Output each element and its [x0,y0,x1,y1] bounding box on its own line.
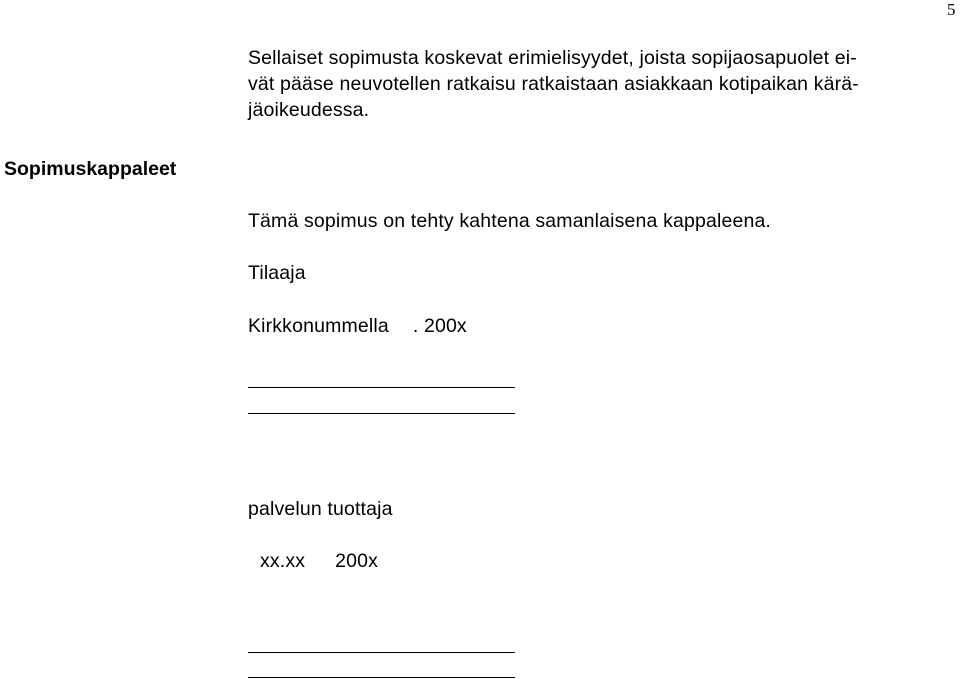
disputes-paragraph [248,45,859,123]
provider-label: palvelun tuottaja [248,498,393,520]
disputes-line: vät pääse neuvotellen ratkaisu ratkaistaan asiakkaan kotipaikan kärä- [248,73,859,95]
client-date: . 200x [412,315,467,337]
copies-paragraph: Tämä sopimus on tehty kahtena samanlaisena kappaleena. [248,210,772,232]
disputes-line: jäoikeudessa. [248,99,370,121]
client-place: Kirkkonummella [248,315,389,337]
signature-line [248,387,515,388]
provider-date-year: 200x [335,550,379,572]
name-clarification-line [248,413,515,414]
client-place-date [248,313,467,339]
section-heading-copies: Sopimuskappaleet [4,158,177,180]
disputes-line: Sellaiset sopimusta koskevat erimielisyydet, joista sopijaosapuolet ei- [248,47,857,69]
signature-line [248,652,515,653]
provider-date [260,548,378,574]
client-label: Tilaaja [248,262,306,284]
provider-date-day: xx.xx [260,550,306,572]
page-number: 5 [947,0,956,19]
name-clarification-line [248,677,515,678]
